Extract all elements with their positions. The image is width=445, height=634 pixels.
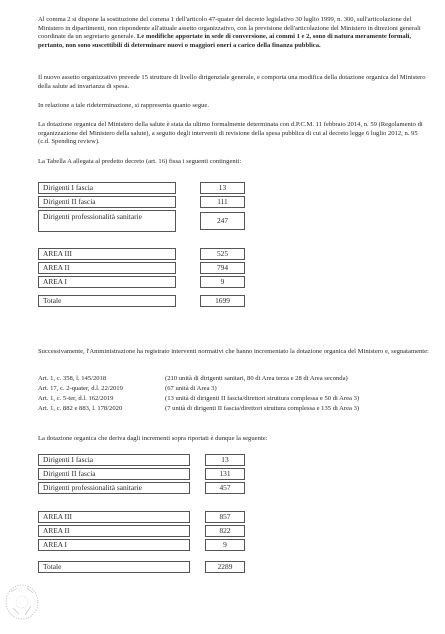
reference-law: Art. 1, c. 5-ter, d.l. 162/2019 <box>38 395 114 402</box>
table1-value-dirigenti-i-fascia: 13 <box>200 182 245 194</box>
reference-note: (13 unità di dirigenti II fascia/direttori struttura complessa e 50 di Area 3) <box>165 395 360 402</box>
paragraph-rideterminazione: In relazione a tale rideterminazione, si rappresenta quanto segue. <box>38 102 209 109</box>
reference-law: Art. 1, c. 358, l. 145/2018 <box>38 375 107 382</box>
table1-value-area-i: 9 <box>200 276 245 288</box>
reference-law: Art. 1, c. 882 e 883, l. 178/2020 <box>38 405 123 412</box>
paragraph-nuovo-assetto: Il nuovo assetto organizzativo prevede 15 strutture di livello dirigenziale generale, e comporta una modifica della dotazione organica del Ministero della salute ad invarianza di spesa. <box>38 74 426 90</box>
paragraph-tabella-a: La Tabella A allegata al predetto decreto (art. 16) fissa i seguenti contingenti: <box>38 158 242 165</box>
table2-label-dirigenti-sanitarie: Dirigenti professionalità sanitarie <box>38 482 190 494</box>
table2-label-dirigenti-ii-fascia: Dirigenti II fascia <box>38 468 190 480</box>
table1-label-area-ii: AREA II <box>38 262 176 274</box>
table2-label-totale: Totale <box>38 561 190 573</box>
paragraph-dotazione-seguente: La dotazione organica che deriva dagli incrementi sopra riportati è dunque la seguente: <box>38 435 268 442</box>
table1-value-totale: 1699 <box>200 295 245 307</box>
reference-law: Art. 17, c. 2-quater, d.l. 22/2019 <box>38 385 123 392</box>
table1-label-area-iii: AREA III <box>38 248 176 260</box>
table1-value-area-iii: 525 <box>200 248 245 260</box>
table2-label-area-ii: AREA II <box>38 525 190 537</box>
stamp-seal-icon <box>3 578 41 622</box>
table2-label-area-i: AREA I <box>38 539 190 551</box>
table1-value-area-ii: 794 <box>200 262 245 274</box>
paragraph-comma-2-text: Al comma 2 si dispone la sostituzione del comma 1 dell'articolo 47-quater del decreto legislativo 30 luglio 1999, n. 300, sull'articolazione del Ministero in dipartimenti, non rispondente all'attuale assetto organizzativo, con la previsione dell'articolazione del Ministero in direzioni generali coordinate da un segretario generale. <box>38 16 421 41</box>
table2-value-area-iii: 857 <box>205 511 245 523</box>
table1-value-dirigenti-ii-fascia: 111 <box>200 196 245 208</box>
table2-value-dirigenti-ii-fascia: 131 <box>205 468 245 480</box>
table1-label-area-i: AREA I <box>38 276 176 288</box>
reference-note: (210 unità di dirigenti sanitari, 80 di Area terza e 28 di Area seconda) <box>165 375 348 382</box>
table2-value-area-i: 9 <box>205 539 245 551</box>
table2-value-dirigenti-sanitarie: 457 <box>205 482 245 494</box>
table2-label-area-iii: AREA III <box>38 511 190 523</box>
paragraph-comma-2 <box>38 16 430 50</box>
paragraph-comma-2-bold: Le modifiche apportate in sede di conversione, ai commi 1 e 2, sono di natura meramente formali, pertanto, non sono suscettibili di determinare nuovi o maggiori oneri a carico della finanza pubblica. <box>38 33 412 49</box>
table2-label-dirigenti-i-fascia: Dirigenti I fascia <box>38 454 190 466</box>
table2-value-area-ii: 822 <box>205 525 245 537</box>
table2-value-totale: 2289 <box>205 561 245 573</box>
reference-note: (7 unità di dirigenti II fascia/direttori struttura complessa e 135 di Area 3) <box>165 405 360 412</box>
table1-label-dirigenti-ii-fascia: Dirigenti II fascia <box>38 196 176 208</box>
table1-label-dirigenti-sanitarie: Dirigenti professionalità sanitarie <box>38 210 176 232</box>
table1-label-totale: Totale <box>38 295 176 307</box>
paragraph-dotazione-organica: La dotazione organica del Ministero della salute è stata da ultimo formalmente determinata con d.P.C.M. 11 febbraio 2014, n. 59 (Regolamento di organizzazione del Ministero della salute), a seguito degli interventi di revisione della spesa pubblica di cui al decreto legge 6 luglio 2012, n. 95 (c.d. Spending review). <box>38 121 423 146</box>
table2-value-dirigenti-i-fascia: 13 <box>205 454 245 466</box>
reference-note: (67 unità di Area 3) <box>165 385 217 392</box>
table1-value-dirigenti-sanitarie: 247 <box>200 212 245 230</box>
paragraph-successivamente: Successivamente, l'Amministrazione ha registrato interventi normativi che hanno incrementato la dotazione organica del Ministero e, segnatamente: <box>38 348 429 355</box>
table1-label-dirigenti-i-fascia: Dirigenti I fascia <box>38 182 176 194</box>
